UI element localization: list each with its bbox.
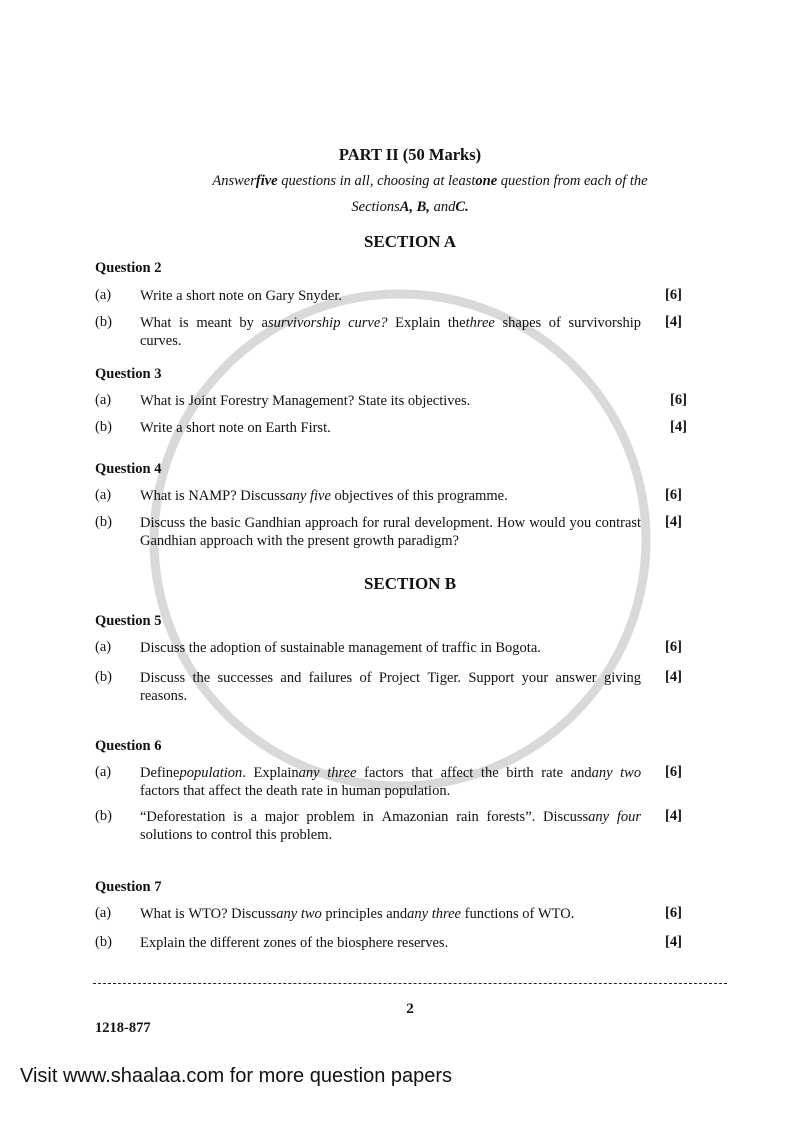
question-text: [140, 905, 641, 923]
text-word: the: [480, 765, 499, 781]
question-text: [140, 487, 641, 505]
marks: [6]: [665, 764, 682, 780]
text-word: contrast: [595, 515, 642, 531]
text-word: three: [327, 765, 357, 781]
marks: [6]: [665, 487, 682, 503]
question-text: [140, 287, 641, 305]
text-word: in: [326, 783, 338, 799]
marks: [4]: [665, 934, 682, 950]
text-word: Define: [140, 765, 180, 781]
text-word: rate: [301, 783, 323, 799]
question-text: [140, 808, 641, 844]
section-a-heading: SECTION A: [363, 232, 457, 251]
text-word: the: [188, 640, 207, 656]
text-word: Explain: [253, 765, 299, 781]
question-heading: Question 2: [95, 260, 162, 276]
text-word: any: [298, 765, 320, 781]
text-word: successes: [217, 670, 274, 686]
text-word: to: [196, 827, 208, 843]
text-word: control: [210, 827, 252, 843]
text-word: Tiger.: [427, 670, 462, 686]
text-word: any: [591, 765, 613, 781]
text-word: by: [239, 315, 254, 331]
text-word: development.: [414, 515, 493, 531]
text-word: and: [570, 765, 592, 781]
marks: [6]: [665, 639, 682, 655]
question-text: [140, 392, 641, 410]
text-word: one: [475, 173, 498, 189]
text-word: Management?: [272, 393, 355, 409]
text-word: rural: [383, 515, 411, 531]
text-word: present: [307, 533, 350, 549]
marks: [4]: [670, 419, 687, 435]
marks: [6]: [670, 392, 687, 408]
text-word: that: [183, 783, 205, 799]
question-text: [140, 419, 641, 437]
text-word: with: [256, 533, 283, 549]
text-word: of: [548, 315, 561, 331]
text-word: Explain: [140, 935, 186, 951]
question-heading: Question 7: [95, 879, 162, 895]
text-word: the: [447, 315, 466, 331]
text-word: Support: [468, 670, 515, 686]
text-word: giving: [603, 670, 641, 686]
text-word: on: [247, 288, 262, 304]
text-word: paradigm?: [397, 533, 459, 549]
text-word: of: [300, 935, 313, 951]
question-text: [140, 934, 641, 952]
text-word: population.: [384, 783, 451, 799]
text-word: the: [629, 173, 648, 189]
text-word: from: [553, 173, 581, 189]
text-word: rate: [541, 765, 564, 781]
text-word: Write: [140, 288, 173, 304]
text-word: Answer: [212, 173, 256, 189]
text-word: Write: [140, 420, 173, 436]
text-word: the: [286, 533, 304, 549]
text-word: Project: [378, 670, 420, 686]
text-word: note: [218, 288, 244, 304]
question-text: [140, 514, 641, 550]
text-word: B,: [416, 199, 430, 215]
text-word: each: [584, 173, 612, 189]
question-heading: Question 6: [95, 738, 162, 754]
text-word: a: [176, 420, 183, 436]
text-word: question: [500, 173, 550, 189]
text-word: failures: [308, 670, 353, 686]
question-heading: Question 5: [95, 613, 162, 629]
text-word: two: [300, 906, 322, 922]
text-word: different: [210, 935, 260, 951]
text-word: of: [615, 173, 627, 189]
text-word: your: [521, 670, 549, 686]
text-word: shapes: [502, 315, 542, 331]
text-word: approach: [305, 515, 359, 531]
marks: [4]: [665, 669, 682, 685]
text-word: is: [175, 906, 185, 922]
question-text: [140, 314, 641, 350]
text-word: human: [341, 783, 381, 799]
text-word: What: [140, 488, 172, 504]
text-word: in: [339, 173, 351, 189]
text-word: management: [348, 640, 423, 656]
text-word: and: [433, 199, 456, 215]
text-word: objectives.: [407, 393, 471, 409]
text-word: WTO?: [188, 906, 228, 922]
text-word: Joint: [188, 393, 217, 409]
text-word: the: [189, 515, 207, 531]
text-word: in: [362, 809, 374, 825]
text-word: survivorship: [568, 315, 642, 331]
text-word: answer: [555, 670, 597, 686]
text-word: three: [465, 315, 495, 331]
text-word: a: [250, 809, 258, 825]
text-word: Discuss: [140, 670, 186, 686]
text-word: Gandhian: [244, 515, 302, 531]
text-word: affect: [440, 765, 474, 781]
text-word: the: [188, 935, 207, 951]
text-word: is: [175, 393, 185, 409]
text-word: the: [192, 670, 211, 686]
text-word: Discuss: [543, 809, 589, 825]
marks: [6]: [665, 905, 682, 921]
text-word: its: [390, 393, 405, 409]
text-word: affect: [208, 783, 242, 799]
text-word: the: [315, 935, 334, 951]
marks: [4]: [665, 314, 682, 330]
text-word: major: [264, 809, 299, 825]
text-word: of: [359, 670, 372, 686]
text-word: the: [244, 783, 263, 799]
marks: [4]: [665, 514, 682, 530]
text-word: What: [140, 315, 172, 331]
text-word: Forestry: [220, 393, 269, 409]
text-word: factors: [140, 783, 180, 799]
part-label: (b): [95, 514, 112, 530]
text-word: Sections: [351, 199, 400, 215]
text-word: Earth: [265, 420, 297, 436]
text-word: any: [407, 906, 429, 922]
text-word: What: [140, 906, 172, 922]
text-word: NAMP?: [188, 488, 237, 504]
marks: [4]: [665, 808, 682, 824]
text-word: four: [616, 809, 642, 825]
text-word: and: [280, 670, 302, 686]
text-word: is: [179, 315, 189, 331]
text-word: least: [447, 173, 476, 189]
footer-divider: [93, 983, 727, 984]
text-word: growth: [353, 533, 395, 549]
text-word: Bogota.: [495, 640, 541, 656]
text-word: this: [255, 827, 277, 843]
text-word: .: [242, 765, 246, 781]
text-word: sustainable: [280, 640, 345, 656]
text-word: five: [309, 488, 331, 504]
question-text: [140, 764, 641, 800]
part-label: (a): [95, 639, 112, 655]
part-label: (b): [95, 419, 112, 435]
text-word: What: [140, 393, 172, 409]
text-word: reserves.: [397, 935, 449, 951]
text-word: forests”.: [486, 809, 536, 825]
text-word: short: [186, 420, 216, 436]
text-word: Amazonian: [381, 809, 449, 825]
part-label: (a): [95, 905, 112, 921]
text-word: any: [276, 906, 298, 922]
text-word: problem.: [280, 827, 333, 843]
text-word: Discuss: [140, 515, 186, 531]
part-label: (b): [95, 934, 112, 950]
text-word: Discuss: [240, 488, 286, 504]
marks: [6]: [665, 287, 682, 303]
text-word: you: [569, 515, 592, 531]
text-word: of: [425, 640, 439, 656]
text-word: “Deforestation: [140, 809, 226, 825]
text-word: Snyder.: [298, 288, 342, 304]
text-word: Discuss: [140, 640, 186, 656]
text-word: all,: [354, 173, 374, 189]
instructions-line-2: [0, 199, 800, 216]
text-word: C.: [455, 199, 469, 215]
text-word: this: [412, 488, 434, 504]
text-word: basic: [210, 515, 241, 531]
text-word: that: [411, 765, 433, 781]
text-word: zones: [263, 935, 297, 951]
text-word: of: [522, 906, 535, 922]
text-word: solutions: [140, 827, 193, 843]
text-word: State: [357, 393, 387, 409]
text-word: meant: [196, 315, 232, 331]
text-word: objectives: [334, 488, 394, 504]
text-word: two: [620, 765, 642, 781]
text-word: problem: [306, 809, 355, 825]
text-word: traffic: [441, 640, 477, 656]
text-word: and: [386, 906, 408, 922]
part-label: (a): [95, 487, 112, 503]
text-word: three: [431, 906, 461, 922]
text-word: questions: [281, 173, 336, 189]
paper-code: 1218-877: [95, 1020, 151, 1036]
text-word: Gary: [265, 288, 295, 304]
text-word: a: [261, 315, 268, 331]
promo-banner: Visit www.shaalaa.com for more question papers: [20, 1065, 453, 1087]
text-word: of: [264, 640, 277, 656]
text-word: short: [186, 288, 216, 304]
question-text: [140, 639, 641, 657]
text-word: death: [266, 783, 298, 799]
text-word: WTO.: [537, 906, 575, 922]
instructions-line-1: [20, 173, 800, 190]
text-word: at: [433, 173, 445, 189]
part-label: (b): [95, 669, 112, 685]
text-word: five: [255, 173, 278, 189]
text-word: population: [179, 765, 243, 781]
text-word: is: [175, 488, 185, 504]
text-word: of: [396, 488, 410, 504]
part-label: (b): [95, 314, 112, 330]
text-word: biosphere: [337, 935, 394, 951]
text-word: survivorship: [267, 315, 341, 331]
question-heading: Question 4: [95, 461, 162, 477]
text-word: functions: [464, 906, 519, 922]
text-word: would: [529, 515, 566, 531]
question-heading: Question 3: [95, 366, 162, 382]
part-label: (a): [95, 287, 112, 303]
text-word: curves.: [140, 333, 182, 349]
text-word: note: [218, 420, 244, 436]
text-word: A,: [399, 199, 414, 215]
text-word: approach: [200, 533, 254, 549]
section-b-heading: SECTION B: [363, 574, 457, 593]
text-word: for: [362, 515, 380, 531]
part-label: (b): [95, 808, 112, 824]
text-word: a: [176, 288, 183, 304]
part-title: PART II (50 Marks): [338, 145, 482, 164]
text-word: Explain: [395, 315, 441, 331]
text-word: curve?: [348, 315, 388, 331]
text-word: choosing: [377, 173, 430, 189]
text-word: rain: [456, 809, 479, 825]
text-word: How: [496, 515, 526, 531]
text-word: Discuss: [231, 906, 277, 922]
page-number: 2: [406, 1001, 414, 1017]
text-word: programme.: [437, 488, 508, 504]
text-word: reasons.: [140, 688, 188, 704]
text-word: is: [233, 809, 243, 825]
text-word: any: [285, 488, 307, 504]
text-word: First.: [300, 420, 331, 436]
question-text: [140, 669, 641, 705]
part-label: (a): [95, 764, 112, 780]
text-word: any: [588, 809, 610, 825]
part-label: (a): [95, 392, 112, 408]
text-word: Gandhian: [140, 533, 197, 549]
text-word: on: [247, 420, 262, 436]
text-word: principles: [325, 906, 383, 922]
text-word: factors: [364, 765, 404, 781]
text-word: birth: [506, 765, 534, 781]
text-word: in: [480, 640, 492, 656]
text-word: adoption: [210, 640, 261, 656]
